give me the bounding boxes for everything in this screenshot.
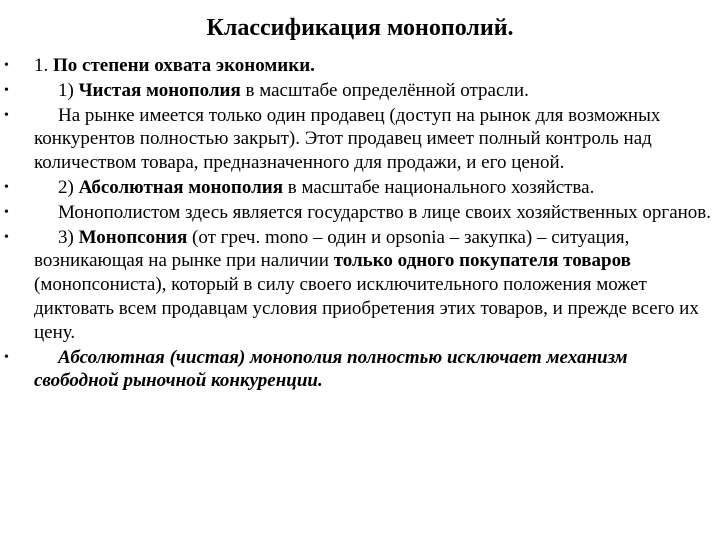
bullet-icon: • <box>4 58 9 73</box>
item-heading: По степени охвата экономики. <box>53 55 315 76</box>
item-text: в масштабе национального хозяйства. <box>282 176 595 198</box>
bullet-icon: • <box>4 107 9 123</box>
bullet-icon: • <box>4 179 9 195</box>
bullet-list <box>0 54 712 394</box>
bullet-icon: • <box>4 229 9 245</box>
item-conclusion: Абсолютная (чистая) монополия полностью исключает механизм свободной рыночной конкуренции. <box>34 346 628 392</box>
list-item <box>0 176 712 200</box>
bullet-icon: • <box>4 82 9 98</box>
list-item <box>0 79 712 103</box>
list-item <box>0 104 712 175</box>
item-text: На рынке имеется только один продавец (доступ на рынок для возможных конкурентов полностью закрыт). Этот продавец имеет полный контроль над количеством товара, предназначенного для продажи, и его ценой. <box>34 104 661 174</box>
item-emphasis: только одного покупателя товаров <box>333 250 631 272</box>
item-term: Монопсония <box>78 226 188 248</box>
list-item <box>0 346 712 394</box>
list-item <box>0 201 712 225</box>
list-item <box>0 54 712 78</box>
item-number: 1. <box>34 55 53 76</box>
item-text: (от греч. mono – один и opsonia – закупка) – ситуация, возникающая на рынке при наличии <box>34 226 630 272</box>
bullet-icon: • <box>4 349 9 365</box>
item-number: 2) <box>58 176 79 198</box>
item-term: Чистая монополия <box>78 79 241 101</box>
slide-title: Классификация монополий. <box>206 15 514 41</box>
item-number: 3) <box>58 226 79 248</box>
item-term: Абсолютная монополия <box>78 176 283 198</box>
item-text: (монопсониста), который в силу своего исключительного положения может диктовать всем продавцам условия приобретения этих товаров, и прежде всего их цену. <box>34 274 699 343</box>
list-item <box>0 226 712 345</box>
item-number: 1) <box>58 79 79 101</box>
item-text: в масштабе определённой отрасли. <box>240 79 529 101</box>
item-text: Монополистом здесь является государство в лице своих хозяйственных органов. <box>58 201 712 223</box>
bullet-icon: • <box>4 204 9 220</box>
